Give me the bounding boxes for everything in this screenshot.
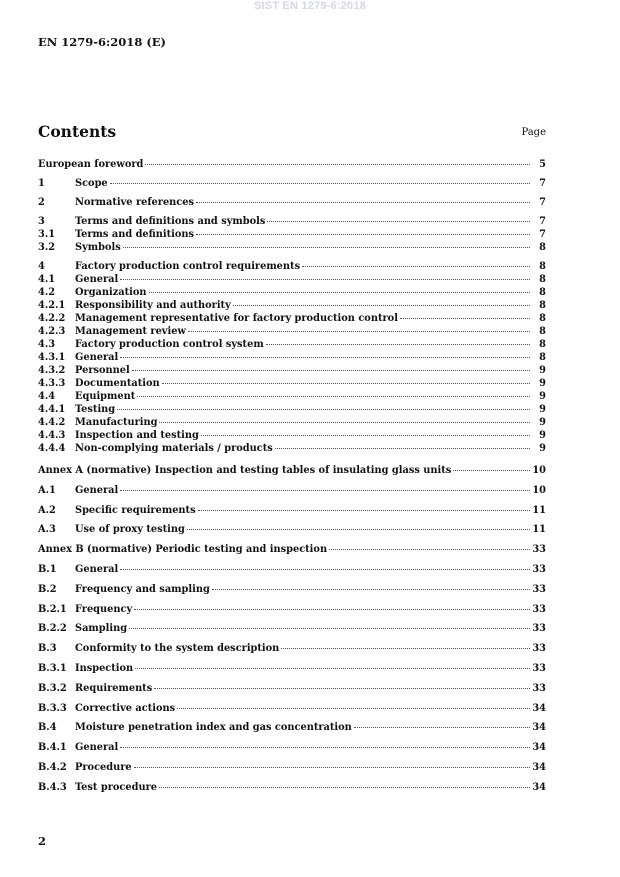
toc-entry-number: 4.4.4 [38, 443, 66, 454]
toc-entry[interactable] [38, 312, 546, 325]
toc-entry-title: Management review [75, 326, 186, 337]
toc-entry-page: 7 [539, 229, 546, 240]
toc-entry[interactable] [38, 619, 546, 639]
toc-entry[interactable] [38, 560, 546, 580]
toc-entry-number: B.3.3 [38, 702, 67, 714]
toc-entry-page: 8 [539, 300, 546, 311]
toc-entry-page: 9 [539, 404, 546, 415]
toc-entry-title: Frequency and sampling [75, 583, 210, 595]
toc-entry[interactable] [38, 679, 546, 699]
toc-entry-title: General [75, 274, 119, 285]
toc-leader-dots [329, 549, 530, 550]
toc-entry-title: European foreword [38, 159, 144, 170]
toc-entry-number: 4 [38, 261, 45, 272]
toc-entry-page: 9 [539, 443, 546, 454]
toc-entry-number: 4.3.1 [38, 352, 66, 363]
toc-entry-number: 2 [38, 197, 45, 208]
toc-entry[interactable] [38, 540, 546, 560]
toc-entry-title: General [75, 352, 119, 363]
toc-entry-title: Terms and definitions [75, 229, 195, 240]
toc-entry-number: B.4.3 [38, 781, 67, 793]
toc-entry-page: 8 [539, 274, 546, 285]
toc-entry[interactable] [38, 377, 546, 390]
toc-leader-dots [162, 383, 530, 384]
toc-entry[interactable] [38, 338, 546, 351]
toc-entry-page: 33 [532, 563, 546, 575]
toc-entry-page: 10 [532, 484, 546, 496]
toc-leader-dots [188, 331, 530, 332]
toc-entry-page: 7 [539, 178, 546, 189]
toc-entry-title: Sampling [75, 623, 128, 635]
toc-entry-title: Management representative for factory production control [75, 313, 398, 324]
toc-leader-dots [120, 490, 530, 491]
toc-entry-number: 4.4 [38, 391, 56, 402]
toc-entry-title: Factory production control system [75, 339, 264, 350]
toc-entry-page: 8 [539, 287, 546, 298]
toc-entry[interactable] [38, 639, 546, 659]
toc-entry-page: 9 [539, 391, 546, 402]
toc-entry-page: 9 [539, 378, 546, 389]
toc-entry-number: 4.2.2 [38, 313, 66, 324]
toc-leader-dots [149, 292, 530, 293]
toc-leader-dots [120, 569, 530, 570]
toc-entry-number: B.1 [38, 563, 57, 575]
toc-entry-number: A.3 [38, 524, 56, 536]
toc-entry-number: B.2 [38, 583, 57, 595]
toc-entry[interactable] [38, 241, 546, 254]
toc-leader-dots [302, 266, 530, 267]
toc-entry-title: Annex B (normative) Periodic testing and inspection [38, 544, 328, 556]
toc-leader-dots [266, 344, 530, 345]
toc-leader-dots [145, 164, 530, 165]
toc-entry-title: Personnel [75, 365, 130, 376]
toc-entry[interactable] [38, 325, 546, 338]
toc-entry[interactable] [38, 260, 546, 273]
toc-entry-page: 33 [532, 643, 546, 655]
toc-entry-number: B.3.1 [38, 662, 67, 674]
toc-leader-dots [134, 767, 530, 768]
toc-entry-title: Normative references [75, 197, 195, 208]
toc-entry-title: Test procedure [75, 781, 157, 793]
toc-entry[interactable] [38, 718, 546, 738]
toc-entry[interactable] [38, 461, 546, 481]
toc-entry-title: Specific requirements [75, 504, 196, 516]
toc-entry[interactable] [38, 699, 546, 719]
toc-entry-page: 9 [539, 365, 546, 376]
toc-entry-title: Requirements [75, 682, 153, 694]
toc-leader-dots [137, 396, 530, 397]
toc-entry-page: 8 [539, 313, 546, 324]
toc-entry-title: Symbols [75, 242, 121, 253]
toc-entry[interactable] [38, 196, 546, 209]
toc-entry-page: 10 [532, 465, 546, 476]
toc-entry[interactable] [38, 501, 546, 521]
toc-entry-page: 34 [532, 722, 546, 734]
toc-entry-title: Testing [75, 404, 116, 415]
toc-entry-number: 3 [38, 216, 45, 227]
toc-entry[interactable] [38, 659, 546, 679]
toc-entry-page: 34 [532, 702, 546, 714]
toc-leader-dots [400, 318, 530, 319]
toc-leader-dots [196, 234, 530, 235]
toc-entry-title: General [75, 742, 119, 754]
toc-entry-page: 9 [539, 417, 546, 428]
toc-entry-number: 3.2 [38, 242, 56, 253]
toc-entry[interactable] [38, 442, 546, 455]
toc-entry-number: 1 [38, 178, 45, 189]
toc-entry-page: 7 [539, 216, 546, 227]
toc-entry-number: A.2 [38, 504, 56, 516]
toc-entry-number: A.1 [38, 484, 56, 496]
toc-entry-number: B.3 [38, 643, 57, 655]
toc-leader-dots [117, 409, 530, 410]
toc-entry[interactable] [38, 738, 546, 758]
toc-entry[interactable] [38, 273, 546, 286]
toc-entry-page: 11 [532, 504, 546, 516]
toc-entry-title: Terms and definitions and symbols [75, 216, 266, 227]
toc-entry-title: Use of proxy testing [75, 524, 185, 536]
toc-leader-dots [275, 448, 530, 449]
toc-entry[interactable] [38, 215, 546, 228]
toc-entry-page: 33 [532, 603, 546, 615]
toc-entry-title: Conformity to the system description [75, 643, 280, 655]
toc-leader-dots [110, 183, 530, 184]
toc-entry-number: 4.4.3 [38, 430, 66, 441]
toc-entry-number: B.4.2 [38, 761, 67, 773]
toc-entry[interactable] [38, 390, 546, 403]
toc-entry-number: 4.4.2 [38, 417, 66, 428]
toc-entry-title: Manufacturing [75, 417, 158, 428]
toc-entry[interactable] [38, 299, 546, 312]
toc-entry[interactable] [38, 416, 546, 429]
toc-entry-page: 8 [539, 326, 546, 337]
toc-entry-page: 8 [539, 352, 546, 363]
toc-entry[interactable] [38, 364, 546, 377]
toc-leader-dots [120, 747, 530, 748]
toc-leader-dots [120, 357, 530, 358]
toc-leader-dots [187, 529, 530, 530]
watermark: SIST EN 1279-6:2018 [253, 0, 367, 12]
toc-entry-number: 4.3.3 [38, 378, 66, 389]
toc-entry-number: 4.3.2 [38, 365, 66, 376]
toc-leader-dots [354, 727, 530, 728]
toc-entry-page: 8 [539, 242, 546, 253]
toc-entry[interactable] [38, 600, 546, 620]
toc-entry-page: 33 [532, 682, 546, 694]
toc-entry-number: 4.4.1 [38, 404, 66, 415]
toc-leader-dots [233, 305, 530, 306]
toc-entry-title: Equipment [75, 391, 136, 402]
toc-leader-dots [159, 787, 530, 788]
page-column-label: Page [521, 127, 546, 138]
toc-leader-dots [198, 510, 530, 511]
toc-entry[interactable] [38, 429, 546, 442]
toc-entry[interactable] [38, 403, 546, 416]
toc-entry-title: Annex A (normative) Inspection and testing tables of insulating glass units [38, 465, 452, 476]
toc-entry-number: 4.2.1 [38, 300, 66, 311]
toc-entry[interactable] [38, 177, 546, 190]
toc-entry[interactable] [38, 228, 546, 241]
toc-leader-dots [196, 202, 530, 203]
toc-entry[interactable] [38, 481, 546, 501]
toc-leader-dots [159, 422, 530, 423]
toc-entry-title: Non-complying materials / products [75, 443, 273, 454]
toc-entry-number: B.4.1 [38, 742, 67, 754]
toc-entry-page: 9 [539, 430, 546, 441]
toc-entry[interactable] [38, 351, 546, 364]
toc-entry-number: 4.3 [38, 339, 56, 350]
toc-entry[interactable] [38, 758, 546, 778]
toc-leader-dots [123, 247, 530, 248]
toc-entry-title: General [75, 484, 119, 496]
toc-entry-title: Scope [75, 178, 108, 189]
toc-entry-number: 4.2.3 [38, 326, 66, 337]
toc-entry[interactable] [38, 580, 546, 600]
toc-entry-page: 33 [532, 544, 546, 556]
page-number: 2 [38, 834, 47, 848]
toc-leader-dots [132, 370, 530, 371]
toc-entry-page: 34 [532, 781, 546, 793]
toc-entry-number: 4.2 [38, 287, 56, 298]
toc-entry-number: B.2.1 [38, 603, 67, 615]
toc-entry-number: B.2.2 [38, 623, 67, 635]
toc-entry-title: Inspection and testing [75, 430, 199, 441]
toc-entry-number: 3.1 [38, 229, 56, 240]
toc-entry-page: 33 [532, 623, 546, 635]
toc-entry[interactable] [38, 286, 546, 299]
toc-leader-dots [134, 609, 530, 610]
toc-entry-title: Procedure [75, 761, 132, 773]
toc-entry-title: Moisture penetration index and gas concentration [75, 722, 352, 734]
toc-entry-page: 33 [532, 583, 546, 595]
toc-entry-page: 8 [539, 339, 546, 350]
toc-entry-page: 33 [532, 662, 546, 674]
toc-entry[interactable] [38, 778, 546, 798]
toc-entry-page: 11 [532, 524, 546, 536]
toc-entry-title: Corrective actions [75, 702, 176, 714]
toc-entry[interactable] [38, 158, 546, 171]
contents-title: Contents [38, 122, 117, 141]
toc-entry-title: Factory production control requirements [75, 261, 301, 272]
toc-leader-dots [177, 708, 530, 709]
toc-leader-dots [267, 221, 530, 222]
toc-entry-page: 8 [539, 261, 546, 272]
toc-leader-dots [281, 648, 530, 649]
toc-entry-number: 4.1 [38, 274, 56, 285]
toc-entry-title: General [75, 563, 119, 575]
table-of-contents [38, 158, 546, 798]
toc-entry-page: 34 [532, 761, 546, 773]
toc-entry-title: Inspection [75, 662, 134, 674]
toc-entry-title: Documentation [75, 378, 160, 389]
toc-entry-page: 34 [532, 742, 546, 754]
toc-leader-dots [201, 435, 530, 436]
toc-leader-dots [135, 668, 530, 669]
toc-entry-title: Frequency [75, 603, 133, 615]
document-header: EN 1279-6:2018 (E) [38, 35, 166, 49]
toc-leader-dots [212, 589, 530, 590]
toc-entry-page: 7 [539, 197, 546, 208]
toc-entry-title: Organization [75, 287, 147, 298]
toc-entry-page: 5 [539, 159, 546, 170]
toc-leader-dots [453, 470, 530, 471]
toc-entry-title: Responsibility and authority [75, 300, 231, 311]
toc-leader-dots [129, 628, 530, 629]
toc-entry[interactable] [38, 520, 546, 540]
toc-leader-dots [120, 279, 530, 280]
toc-entry-number: B.4 [38, 722, 57, 734]
toc-entry-number: B.3.2 [38, 682, 67, 694]
toc-leader-dots [154, 688, 530, 689]
